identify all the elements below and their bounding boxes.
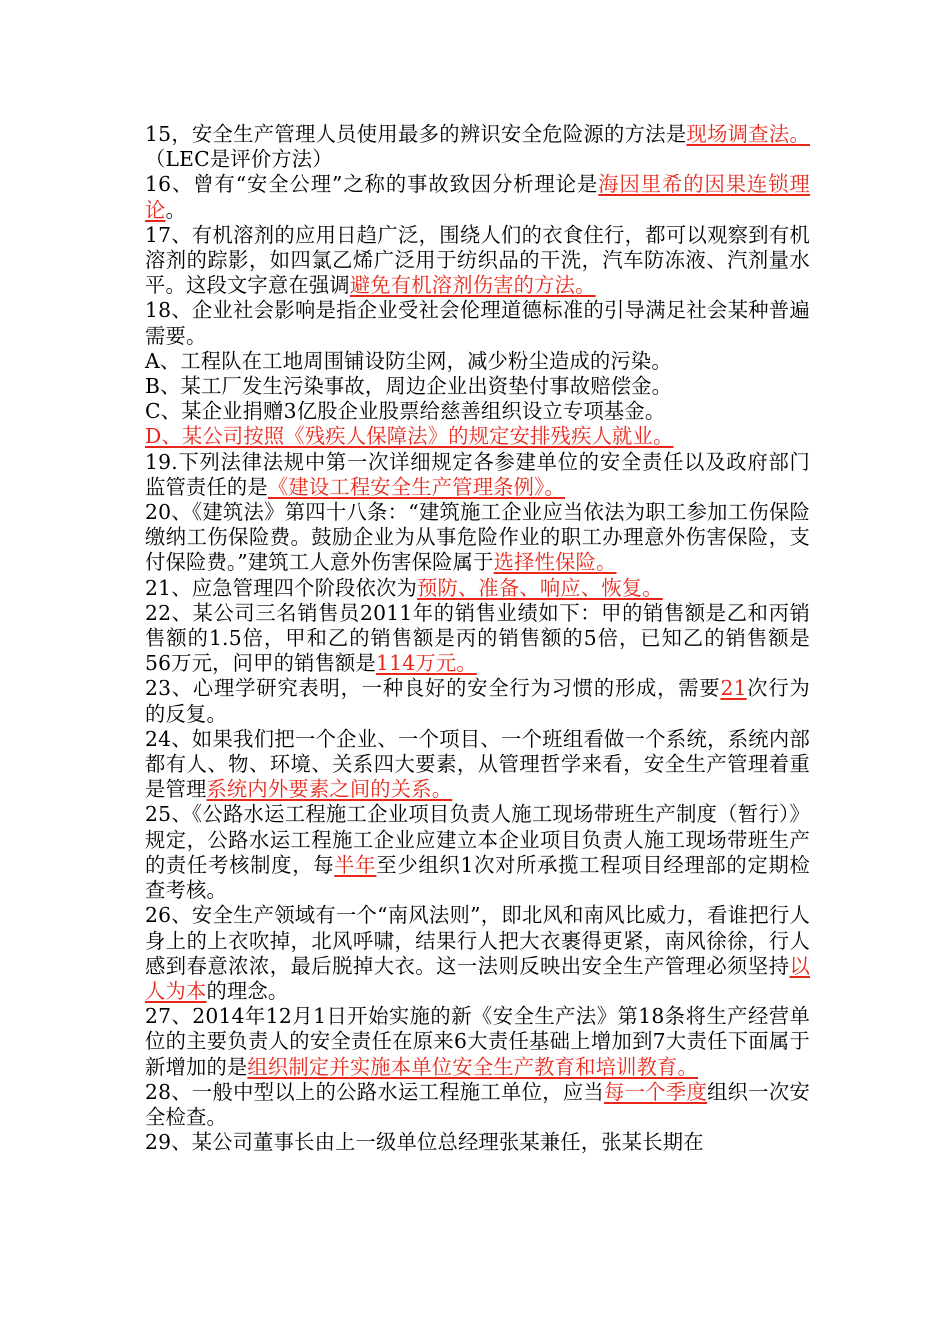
question-paragraph [145,223,810,299]
question-text: 至少组织1次对所承揽工程项目经理部的定期检查考核。 [145,852,810,903]
question-paragraph [145,676,810,726]
question-paragraph [145,576,810,601]
question-paragraph [145,122,810,172]
question-text: A、工程队在工地周围铺设防尘网，减少粉尘造成的污染。 [145,348,672,373]
question-paragraph [145,172,810,222]
question-text: 27、2014年12月1日开始实施的新《安全生产法》第18条将生产经营单位的主要负责人的安全责任在原来6大责任基础上增加到7大责任下面属于新增加的是 [145,1004,810,1079]
question-paragraph [145,424,810,449]
question-text: 的理念。 [206,978,289,1003]
question-paragraph [145,727,810,803]
question-paragraph [145,1130,810,1155]
question-text: 16、曾有“安全公理”之称的事故致因分析理论是 [145,172,599,197]
answer-text: 海因里希的因果连锁理论 [145,172,810,222]
question-text: 28、一般中型以上的公路水运工程施工单位，应当 [145,1079,605,1104]
question-text: （LEC是评价方法） [145,147,333,172]
question-paragraph [145,500,810,576]
answer-text: 预防、准备、响应、恢复。 [416,575,663,600]
question-text: 次行为的反复。 [145,676,810,726]
answer-text: 组织制定并实施本单位安全生产教育和培训教育。 [247,1054,699,1079]
answer-text: 《建设工程安全生产管理条例》。 [267,474,565,499]
document-page [145,122,810,1155]
question-text: 19.下列法律法规中第一次详细规定各参建单位的安全责任以及政府部门监管责任的是 [145,449,810,499]
question-text: B、某工厂发生污染事故，周边企业出资垫付事故赔偿金。 [145,374,673,399]
question-paragraph [145,601,810,677]
question-paragraph [145,399,810,424]
question-paragraph [145,903,810,1004]
question-text: 21、应急管理四个阶段依次为 [145,575,417,600]
answer-text: 现场调查法。 [686,122,810,146]
question-text: 20、《建筑法》第四十八条：“建筑施工企业应当依法为职工参加工伤保险缴纳工伤保险费。鼓励企业为从事危险作业的职工办理意外伤害保险，支付保险费。”建筑工人意外伤害保险属于 [145,500,810,575]
question-paragraph [145,298,810,348]
question-text: 组织一次安全检查。 [145,1079,810,1129]
question-text: 25、《公路水运工程施工企业项目负责人施工现场带班生产制度（暂行）》规定，公路水运工程施工企业应建立本企业项目负责人施工现场带班生产的责任考核制度，每 [145,802,810,877]
answer-text: D、某公司按照《残疾人保障法》的规定安排残疾人就业。 [145,424,674,449]
question-text: 22、某公司三名销售员2011年的销售业绩如下：甲的销售额是乙和丙销售额的1.5倍，甲和乙的销售额是丙的销售额的5倍，已知乙的销售额是56万元，问甲的销售额是 [145,600,810,676]
answer-text: 选择性保险。 [493,550,617,575]
answer-text: 避免有机溶剂伤害的方法。 [349,273,596,298]
question-paragraph [145,374,810,399]
question-text: C、某企业捐赠3亿股企业股票给慈善组织设立专项基金。 [145,399,666,424]
question-text: 18、企业社会影响是指企业受社会伦理道德标准的引导满足社会某种普遍需要。 [145,298,810,348]
answer-text: 114万元。 [376,651,477,676]
question-paragraph [145,1080,810,1130]
answer-text: 半年 [334,852,377,877]
question-paragraph [145,349,810,374]
question-text: 23、心理学研究表明，一种良好的安全行为习惯的形成，需要 [145,676,721,701]
question-paragraph [145,1004,810,1080]
question-text: 。 [165,197,186,222]
answer-text: 系统内外要素之间的关系。 [206,777,453,802]
question-text: 26、安全生产领域有一个“南风法则”，即北风和南风比威力，看谁把行人身上的上衣吹掉，北风呼啸，结果行人把大衣裹得更紧，南风徐徐，行人感到春意浓浓，最后脱掉大衣。这一法则反映出安全生产管理必须坚持 [145,903,810,978]
question-paragraph [145,802,810,903]
answer-text: 以人为本 [145,953,810,1003]
answer-text: 21 [720,676,747,701]
question-text: 17、有机溶剂的应用日趋广泛，围绕人们的衣食住行，都可以观察到有机溶剂的踪影，如四氯乙烯广泛用于纺织品的干洗，汽车防冻液、汽剂量水平。这段文字意在强调 [145,222,810,298]
question-text: 15，安全生产管理人员使用最多的辨识安全危险源的方法是 [145,122,687,146]
question-text: 24、如果我们把一个企业、一个项目、一个班组看做一个系统，系统内部都有人、物、环境、关系四大要素，从管理哲学来看，安全生产管理着重是管理 [145,726,810,802]
answer-text: 每一个季度 [604,1079,708,1104]
question-paragraph [145,450,810,500]
question-text: 29、某公司董事长由上一级单位总经理张某兼任，张某长期在 [145,1130,704,1155]
